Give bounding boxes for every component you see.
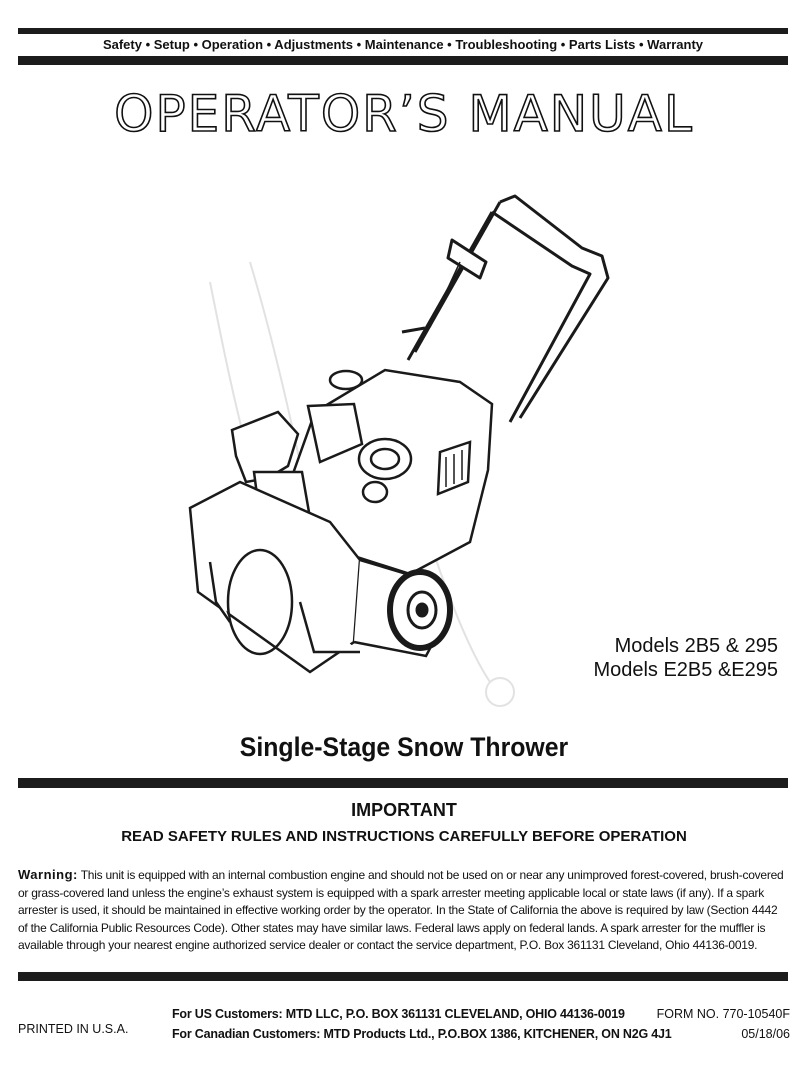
bottom-rule [18,972,788,981]
models-line-1: Models 2B5 & 295 [614,635,778,657]
snow-thrower-illustration [170,182,620,722]
model-numbers [593,634,778,682]
product-name: Single-Stage Snow Thrower [239,732,569,762]
us-customers: For US Customers: MTD LLC, P.O. BOX 361131 CLEVELAND, OHIO 44136-0019 [172,1007,625,1021]
warning-text: This unit is equipped with an internal combustion engine and should not be used on or near any unimproved forest-covered, brush-covered or grass-covered land unless the engine’s exhaust system is equipped with a spark arrester meeting applicable local or state laws (if any). If a spark arrester is used, it should be maintained in effective working order by the operator. In the State of California the above is required by law (Section 4442 of the California Public Resources Code). Other states may have similar laws. Federal laws apply on federal lands. A spark arrester for the muffler is available through your nearest engine authorized service dealer or contact the service department, P.O. Box 361131 Cleveland, Ohio 44136-0019. [18,868,784,953]
models-line-2: Models E2B5 &E295 [593,659,778,681]
form-number: FORM NO. 770-10540F [656,1007,790,1021]
safety-instruction: READ SAFETY RULES AND INSTRUCTIONS CAREFULLY BEFORE OPERATION [121,828,687,845]
top-rule-thick [18,56,788,65]
manual-title: OPERATOR’S MANUAL [114,85,694,143]
warning-label: Warning: [18,867,78,882]
footer [0,1004,808,1044]
form-date: 05/18/06 [741,1027,790,1041]
wheel [390,572,450,648]
top-rule-thin [18,28,788,34]
middle-rule [18,778,788,788]
section-index: Safety • Setup • Operation • Adjustments • Maintenance • Troubleshooting • Parts Lists • Warranty [102,37,704,52]
warning-paragraph [18,866,790,955]
canadian-customers: For Canadian Customers: MTD Products Ltd., P.O.BOX 1386, KITCHENER, ON N2G 4J1 [172,1027,672,1041]
important-heading: IMPORTANT [351,800,457,820]
printed-in: PRINTED IN U.S.A. [18,1022,129,1036]
form-info [657,1004,790,1044]
customer-addresses [172,1004,672,1044]
